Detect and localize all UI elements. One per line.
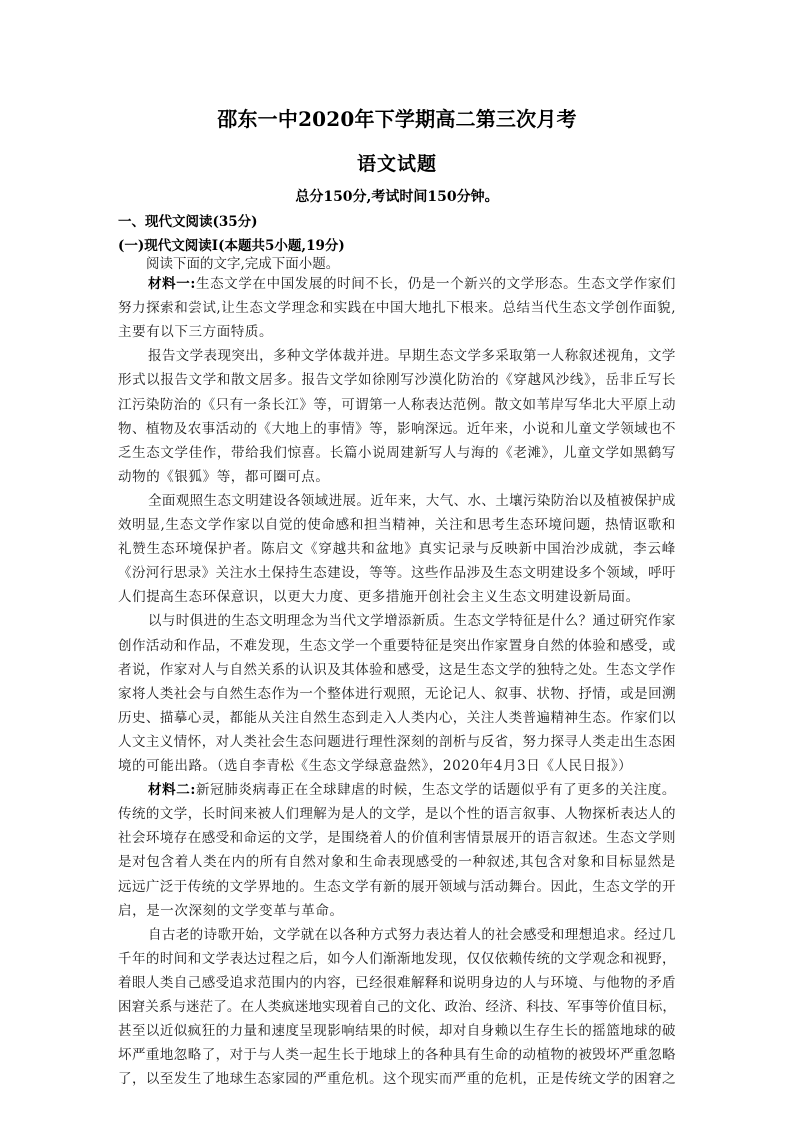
passage-line	[118, 396, 676, 414]
passage-text: 全面观照生态文明建设各领域进展。近年来，大气、水、土壤污染防治以及植被保护成	[148, 492, 676, 509]
passage-text: 了，以至发生了地球生态家园的严重危机。这个现实而严重的危机，正是传统文学的困窘之	[118, 1071, 676, 1088]
passage-line	[118, 829, 676, 847]
passage-line	[118, 950, 676, 968]
passage-text: 者说，作家对人与自然关系的认识及其体验和感受，这是生态文学的独特之处。生态文学作	[118, 661, 676, 678]
passage-line	[118, 637, 676, 655]
exam-info: 总分150分,考试时间150分钟。	[295, 189, 499, 205]
passage-text: 甚至以近似疯狂的力量和速度呈现影响结果的时候，却对自身赖以生存生长的摇篮地球的破	[118, 1023, 676, 1040]
passage-line	[118, 733, 676, 751]
passage-line	[118, 468, 330, 486]
passage-line	[118, 1046, 676, 1064]
passage-text: 努力探索和尝试,让生态文学理念和实践在中国大地扎下根来。总结当代生态文学创作面貌,	[118, 300, 677, 317]
passage-text: 效明显,生态文学作家以自觉的使命感和担当精神，关注和思考生态环境问题，热情讴歌和	[118, 517, 676, 533]
passage-line	[148, 926, 676, 944]
passage-line	[118, 371, 676, 389]
passage-line	[118, 564, 676, 582]
passage-text: 《汾河行思录》关注水土保持生态建设，等等。这些作品涉及生态文明建设多个领域，呼吁	[118, 565, 676, 582]
passage-text: 着眼人类自己感受追求范围内的内容，已经很难解释和说明身边的人与环境、与他物的矛盾	[118, 974, 676, 991]
passage-text: 人们提高生态环保意识，以更大力度、更多措施开创社会主义生态文明建设新局面。	[118, 589, 640, 606]
section-heading: 一、现代文阅读(35分)	[118, 214, 258, 230]
passage-text: 创作活动和作品，不难发现，生态文学一个重要特征是突出作家置身自然的体验和感受，或	[118, 637, 676, 654]
subject-title: 语文试题	[356, 153, 437, 175]
passage-line	[118, 805, 676, 823]
passage-text: 社会环境存在感受和命运的文学，是围绕着人的价值利害情景展开的语言叙述。生态文学则	[118, 830, 676, 847]
passage-line	[118, 902, 344, 920]
passage-text: 坏严重地忽略了，对于与人类一起生长于地球上的各种具有生命的动植物的被毁坏严重忽略	[118, 1047, 676, 1064]
passage-text: 动物的《银狐》等，都可圈可点。	[118, 468, 330, 485]
passage-text: 江污染防治的《只有一条长江》等，可谓第一人称表达范例。散文如苇岸写华北大平原上动	[118, 396, 676, 413]
passage-line	[148, 347, 676, 365]
passage-line	[118, 444, 676, 462]
passage-line	[118, 661, 676, 679]
passage-text: 形式以报告文学和散文居多。报告文学如徐刚写沙漠化防治的《穿越风沙线》，岳非丘写长	[118, 372, 677, 389]
material-label: 材料一:	[148, 276, 196, 292]
passage-line	[118, 420, 676, 438]
passage-line	[148, 275, 676, 293]
passage-line	[118, 1022, 676, 1040]
passage-text: 自古老的诗歌开始，文学就在以各种方式努力表达着人的社会感受和理想追求。经过几	[148, 926, 676, 943]
passage-text: 千年的时间和文学表达过程之后，如今人们渐渐地发现，仅仅依赖传统的文学观念和视野，	[118, 950, 676, 967]
passage-text: 传统的文学，长时间来被人们理解为是人的文学，是以个性的语言叙事、人物探析表达人的	[118, 806, 676, 823]
passage-text: 礼赞生态环境保护者。陈启文《穿越共和盆地》真实记录与反映新中国治沙成就，李云峰	[118, 541, 677, 558]
passage-line	[148, 612, 676, 630]
instruction-line: 阅读下面的文字,完成下面小题。	[146, 256, 340, 272]
passage-line	[118, 757, 632, 775]
passage-line	[118, 323, 273, 341]
passage-line	[118, 878, 676, 896]
passage-line	[118, 853, 676, 871]
passage-text: 家将人类社会与自然生态作为一个整体进行观照，无论记人、叙事、状物、抒情，或是回溯	[118, 685, 676, 702]
passage-line	[118, 998, 676, 1016]
material-label: 材料二:	[148, 782, 196, 799]
passage-line	[148, 492, 676, 510]
passage-text: 生态文学在中国发展的时间不长，仍是一个新兴的文学形态。生态文学作家们	[195, 276, 677, 292]
passage-line	[118, 709, 676, 727]
subsection-heading: (一)现代文阅读Ⅰ(本题共5小题,19分)	[118, 238, 345, 254]
passage-text: 历史、描摹心灵，都能从关注自然生态到走入人类内心，关注人类普遍精神生态。作家们以	[118, 709, 676, 726]
passage-line	[118, 974, 676, 992]
passage-line	[118, 685, 676, 703]
passage-text: 境的可能出路。（选自李青松《生态文学绿意盎然》，2020年4月3日《人民日报》）	[118, 758, 633, 774]
passage-text: 物、植物及农事活动的《大地上的事情》等，影响深远。近年来，小说和儿童文学领域也不	[118, 420, 676, 437]
passage-line	[118, 540, 676, 558]
passage-text: 人文主义情怀，对人类社会生态问题进行理性深刻的剖析与反省，努力探寻人类走出生态困	[118, 733, 676, 750]
passage-text: 报告文学表现突出，多种文学体裁并进。早期生态文学多采取第一人称叙述视角，文学	[148, 348, 676, 365]
passage-line	[148, 781, 676, 799]
passage-text: 以与时俱进的生态文明理念为当代文学增添新质。生态文学特征是什么？通过研究作家	[148, 613, 676, 630]
passage-text: 远远广泛于传统的文学界地的。生态文学有新的展开领域与活动舞台。因此，生态文学的开	[118, 878, 676, 895]
passage-text: 困窘关系与迷茫了。在人类疯迷地实现着自己的文化、政治、经济、科技、军事等价值目标，	[118, 999, 677, 1015]
passage-text: 乏生态文学佳作，带给我们惊喜。长篇小说周建新写人与海的《老滩》，儿童文学如黑鹤写	[118, 444, 677, 461]
passage-line	[118, 299, 676, 317]
exam-title: 邵东一中2020年下学期高二第三次月考	[217, 107, 577, 131]
passage-line	[118, 516, 676, 534]
passage-text: 主要有以下三方面特质。	[118, 324, 274, 341]
passage-line	[118, 588, 640, 606]
passage-text: 是对包含着人类在内的所有自然对象和生命表现感受的一种叙述,其包含对象和目标显然是	[118, 854, 676, 871]
passage-line	[118, 1070, 676, 1088]
passage-text: 新冠肺炎病毒正在全球肆虐的时候，生态文学的话题似乎有了更多的关注度。	[195, 782, 677, 799]
passage-text: 启，是一次深刻的文学变革与革命。	[118, 902, 344, 919]
